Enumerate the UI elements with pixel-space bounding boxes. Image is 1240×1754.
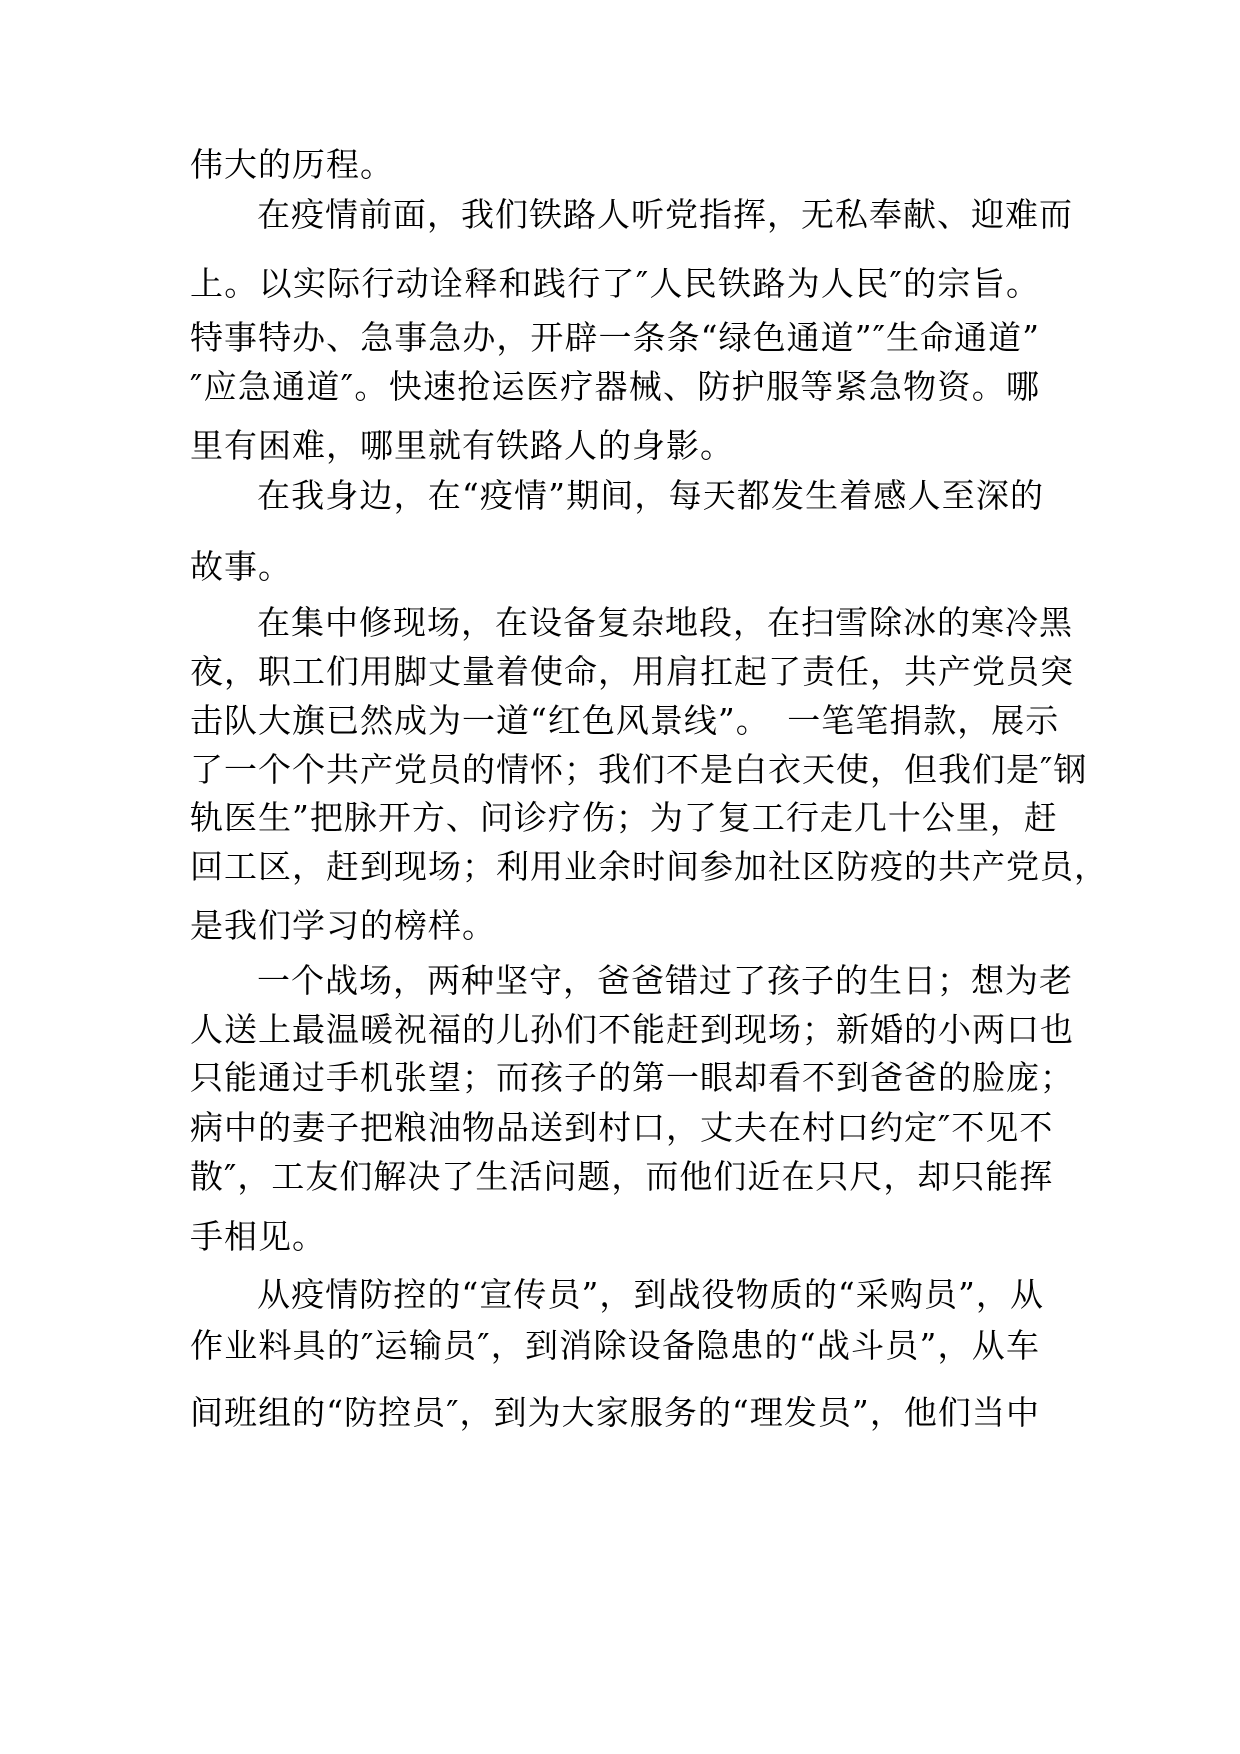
- text-line: 伟大的历程。: [190, 145, 394, 184]
- text-line: 了一个个共产党员的情怀；我们不是白衣天使，但我们是″钢: [190, 750, 1088, 789]
- text-line: 击队大旗已然成为一道“红色风景线”。 一笔笔捐款，展示: [190, 701, 1060, 740]
- text-line: 从疫情防控的“宣传员”，到战役物质的“采购员”，从: [257, 1275, 1044, 1314]
- text-line: 只能通过手机张望；而孩子的第一眼却看不到爸爸的脸庞；: [190, 1058, 1074, 1097]
- text-line: 作业料具的″运输员″，到消除设备隐患的“战斗员”，从车: [190, 1326, 1040, 1365]
- text-line: 里有困难，哪里就有铁路人的身影。: [190, 426, 734, 465]
- text-line: 上。以实际行动诠释和践行了″人民铁路为人民″的宗旨。: [190, 264, 1040, 303]
- text-line: 在疫情前面，我们铁路人听党指挥，无私奉献、迎难而: [257, 195, 1073, 234]
- text-line: 特事特办、急事急办，开辟一条条“绿色通道”″生命通道”: [190, 318, 1040, 357]
- text-line: 回工区，赶到现场；利用业余时间参加社区防疫的共产党员，: [190, 847, 1108, 886]
- text-line: 在集中修现场，在设备复杂地段，在扫雪除冰的寒冷黑: [257, 603, 1073, 642]
- text-line: 一个战场，两种坚守，爸爸错过了孩子的生日；想为老: [257, 961, 1073, 1000]
- text-line: 夜，职工们用脚丈量着使命，用肩扛起了责任，共产党员突: [190, 652, 1074, 691]
- text-line: 间班组的“防控员″，到为大家服务的“理发员”，他们当中: [190, 1393, 1040, 1432]
- text-line: 手相见。: [190, 1217, 326, 1256]
- text-line: 人送上最温暖祝福的儿孙们不能赶到现场；新婚的小两口也: [190, 1010, 1074, 1049]
- text-line: 在我身边，在“疫情”期间，每天都发生着感人至深的: [257, 476, 1044, 515]
- text-line: 故事。: [190, 547, 292, 586]
- text-line: 轨医生”把脉开方、问诊疗伤；为了复工行走几十公里，赶: [190, 798, 1058, 837]
- text-line: 散″，工友们解决了生活问题，而他们近在只尺，却只能挥: [190, 1157, 1054, 1196]
- text-line: 病中的妻子把粮油物品送到村口，丈夫在村口约定″不见不: [190, 1108, 1054, 1147]
- text-line: 是我们学习的榜样。: [190, 906, 496, 945]
- text-line: ″应急通道″。快速抢运医疗器械、防护服等紧急物资。哪: [190, 367, 1040, 406]
